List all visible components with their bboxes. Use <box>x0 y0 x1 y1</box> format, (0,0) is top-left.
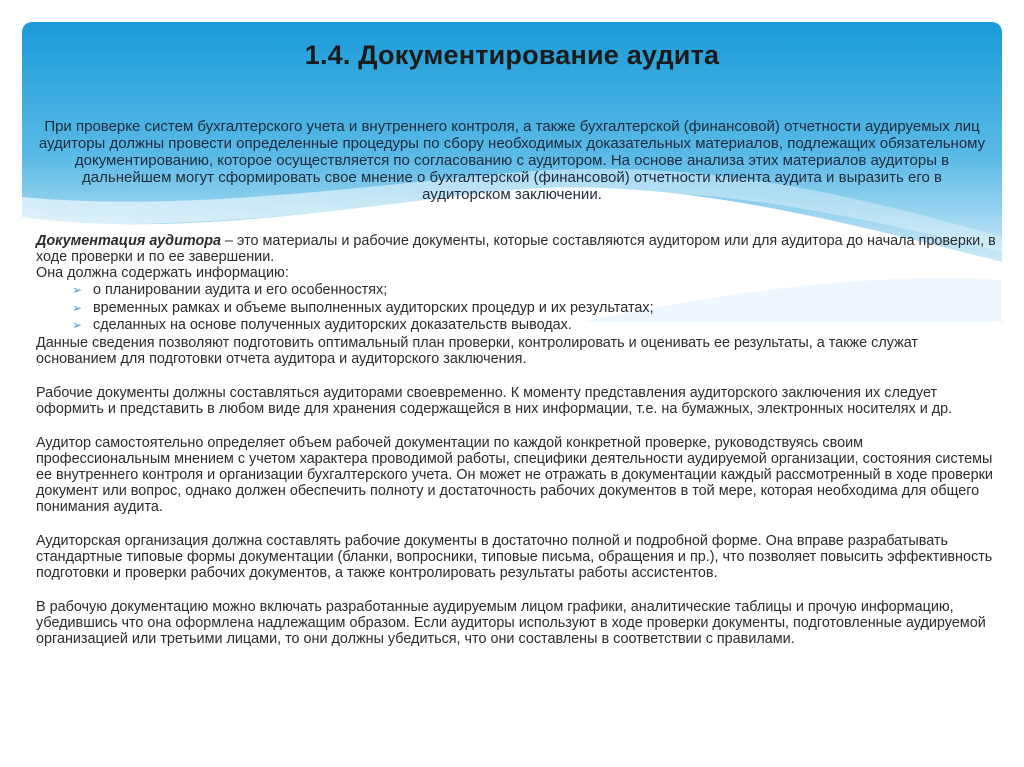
arrow-bullet-icon: ➢ <box>72 283 83 297</box>
arrow-bullet-icon: ➢ <box>72 300 83 315</box>
list-item-text: временных рамках и объеме выполненных аудиторских процедур и их результатах; <box>93 299 654 316</box>
list-item-text: сделанных на основе полученных аудиторских доказательств выводах. <box>93 317 572 333</box>
paragraph-audit-org: Аудиторская организация должна составлять рабочие документы в достаточно полной и подробной форме. Она вправе разрабатывать стандартные типовые формы документации (бланки, вопросники, типовые письма, обращения и пр.), что позволяет повысить эффективность подготовки и проверки рабочих документов, а также контролировать результаты работы ассистентов. <box>36 532 993 581</box>
definition-text: – это материалы и рабочие документы, которые составляются аудитором или для аудитора до начала проверки, в ходе проверки и по ее завершении. <box>36 233 996 265</box>
list-intro: Она должна содержать информацию: <box>36 265 289 281</box>
definition-paragraph <box>36 233 1000 265</box>
slide-title: 1.4. Документирование аудита <box>304 40 720 70</box>
paragraph-conclusion: Данные сведения позволяют подготовить оптимальный план проверки, контролировать и оценивать ее результаты, а также служат основанием для подготовки отчета аудитора и аудиторского заключения. <box>36 334 918 367</box>
definition-term: Документация аудитора <box>36 233 222 249</box>
paragraph-client-docs: В рабочую документацию можно включать разработанные аудируемым лицом графики, аналитические таблицы и прочую информацию, убедившись что она оформлена надлежащим образом. Если аудиторы используют в ходе проверки документы, подготовленные аудируемой организацией или третьими лицами, то они должны убедиться, что они составлены в соответствии с правилами. <box>36 598 986 647</box>
arrow-bullet-icon: ➢ <box>72 318 83 332</box>
intro-paragraph: При проверке систем бухгалтерского учета и внутреннего контроля, а также бухгалтерской (финансовой) отчетности аудируемых лиц аудиторы должны провести определенные процедуры по сбору необходимых доказательных материалов, подлежащих обязательному документированию, которое осуществляется по согласованию с аудитором. На основе анализа этих материалов аудиторы в дальнейшем могут сформировать свое мнение о бухгалтерской (финансовой) отчетности клиента аудита и выразить его в аудиторском заключении. <box>38 118 986 203</box>
info-list <box>36 282 1000 334</box>
list-item <box>36 300 1000 317</box>
paragraph-auditor-scope: Аудитор самостоятельно определяет объем рабочей документации по каждой конкретной проверке, руководствуясь своим профессиональным мнением с учетом характера проводимой работы, специфики деятельности аудируемой организации, состояния системы ее внутреннего контроля и организации бухгалтерского учета. Он может не отражать в документации каждый рассмотренный в ходе проверки документ или вопрос, однако должен обеспечить полноту и достаточность рабочих документов в той мере, которая необходима для общего понимания аудита. <box>36 434 993 515</box>
slide-body <box>36 233 1000 647</box>
list-item <box>36 282 1000 299</box>
paragraph-working-docs: Рабочие документы должны составляться аудиторами своевременно. К моменту представления аудиторского заключения их следует оформить и представить в любом виде для хранения содержащейся в них информации, т.е. на бумажных, электронных носителях и др. <box>36 384 953 417</box>
list-item-text: о планировании аудита и его особенностях; <box>93 282 388 298</box>
list-item <box>36 317 1000 334</box>
